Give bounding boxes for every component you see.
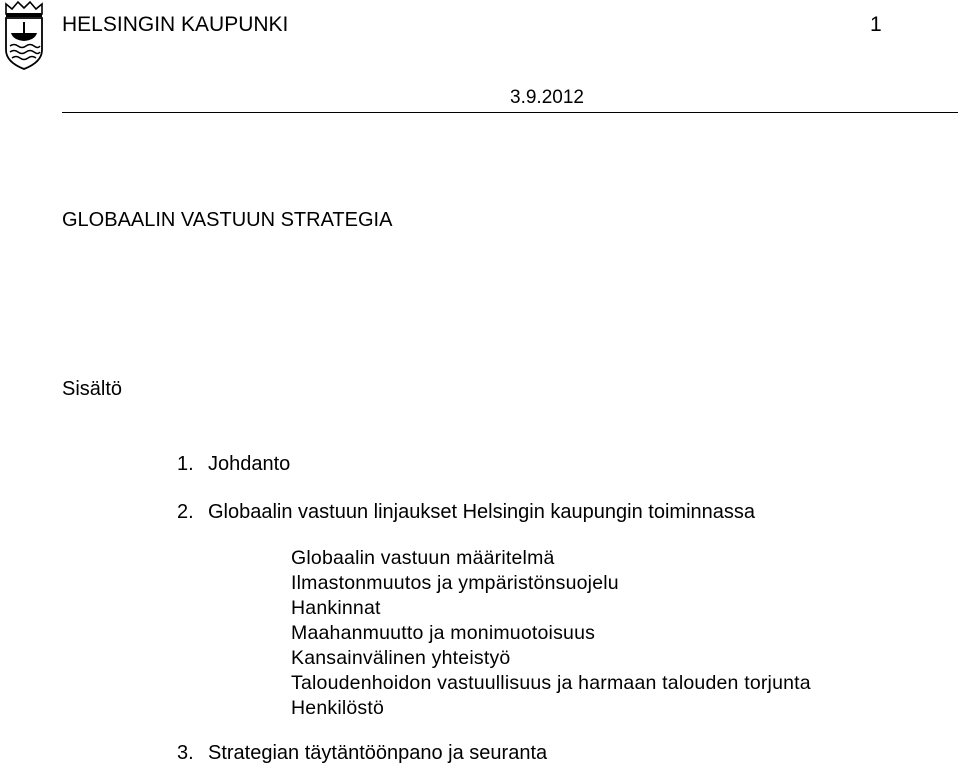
toc-item-1-text: Johdanto: [208, 453, 291, 475]
document-title: GLOBAALIN VASTUUN STRATEGIA: [62, 209, 393, 231]
document-date: 3.9.2012: [510, 87, 584, 108]
helsinki-coat-of-arms-icon: [2, 0, 46, 72]
toc-subitem: Taloudenhoidon vastuullisuus ja harmaan talouden torjunta: [291, 672, 811, 694]
toc-item-2-text: Globaalin vastuun linjaukset Helsingin kaupungin toiminnassa: [208, 501, 756, 523]
contents-heading: Sisältö: [62, 378, 123, 400]
toc-item-3-number: 3.: [177, 742, 194, 764]
toc-subitem: Globaalin vastuun määritelmä: [291, 547, 555, 569]
toc-item-3-text: Strategian täytäntöönpano ja seuranta: [208, 742, 548, 764]
toc-subitem: Henkilöstö: [291, 697, 385, 719]
toc-subitem: Kansainvälinen yhteistyö: [291, 647, 511, 669]
organization-name: HELSINGIN KAUPUNKI: [62, 13, 289, 36]
toc-item-1-number: 1.: [177, 453, 194, 475]
header-divider: [62, 112, 958, 113]
toc-item-2-subitems: [291, 546, 811, 721]
page-number: 1: [870, 13, 882, 36]
toc-item-2-number: 2.: [177, 501, 194, 523]
toc-subitem: Maahanmuutto ja monimuotoisuus: [291, 622, 596, 644]
toc-subitem: Ilmastonmuutos ja ympäristönsuojelu: [291, 572, 619, 594]
toc-subitem: Hankinnat: [291, 597, 381, 619]
